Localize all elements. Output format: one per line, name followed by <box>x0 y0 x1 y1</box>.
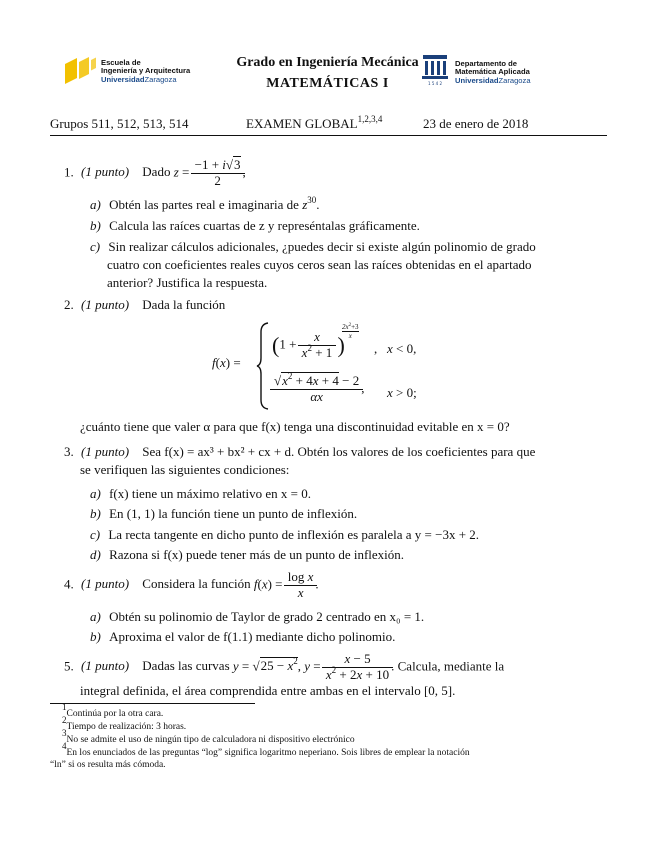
q3-item-a: a) f(x) tiene un máximo relativo en x = 0. <box>90 486 312 501</box>
q1-item-a: a) Obtén las partes real e imaginaria de $z^{30}$. <box>90 195 320 212</box>
course-title: MATEMÁTICAS I <box>266 76 389 91</box>
question-4: 4. (1 punto) Considera la función f(x) = $\frac{\text{log x}}{x}$ . <box>64 569 319 600</box>
question-3: 3. (1 punto) Sea f(x) = ax³ + bx² + cx + d. Obtén los valores de los coeficientes para que se verifiquen las siguientes condiciones: <box>64 444 536 477</box>
q4-item-a: a) Obtén su polinomio de Taylor de grado 2 centrado en x₀ = 1. <box>90 609 425 624</box>
q1-item-b: b) Calcula las raíces cuartas de z y represéntalas gráficamente. <box>90 218 420 233</box>
footnotes <box>50 702 610 771</box>
rational-curve: $\frac{x - 5}{x^2 + 2x + 10}$ <box>324 652 391 683</box>
footnote-1: $^1$Continúa por la otra cara. <box>62 702 164 719</box>
piecewise-function: f(x) = (1 + $\frac{x}{x^2 + 1}$ ) $2x^2+3$ x , x < 0, $\frac{√x^2 + 4x + 4 - 2}{\alpha x}$ , x > 0; <box>212 322 432 412</box>
q2-question: ¿cuánto tiene que valer α para que f(x) tenga una discontinuidad evitable en x = 0? <box>80 419 510 434</box>
footnote-rule <box>50 703 255 704</box>
footnote-3: $^3$No se admite el uso de ningún tipo de calculadora ni dispositivo electrónico <box>62 728 355 745</box>
exam-groups: Grupos 511, 512, 513, 514 <box>50 116 189 131</box>
q3-item-d: d) Razona si f(x) puede tener más de un punto de inflexión. <box>90 547 405 562</box>
degree-title: Grado en Ingeniería Mecánica <box>236 55 419 70</box>
header-divider <box>50 135 607 136</box>
q3-item-c: c) La recta tangente en dicho punto de inflexión es paralela a y = −3x + 2. <box>90 527 480 542</box>
q5-line2: integral definida, el área comprendida entre ambas en el intervalo [0, 5]. <box>80 683 456 698</box>
left-brace <box>256 322 270 410</box>
z-definition: $\frac{-1 + i√3}{2}$ <box>193 158 243 189</box>
question-5: 5. (1 punto) Dadas las curvas $y = √25 - x^2$, y = $\frac{x - 5}{x^2 + 2x + 10}$ . Calcula, mediante la <box>64 651 505 682</box>
question-2: 2. (1 punto) Dada la función <box>64 297 226 312</box>
exam-date: 23 de enero de 2018 <box>423 116 529 131</box>
footnote-4-cont: “ln” si os resulta más cómoda. <box>50 760 166 770</box>
q4-item-b: b) Aproxima el valor de f(1.1) mediante dicho polinomio. <box>90 629 396 644</box>
exam-type: EXAMEN GLOBAL$^{1,2,3,4}$ <box>246 114 383 131</box>
footnote-4: $^4$En los enunciados de las preguntas “log” significa logaritmo neperiano. Sois libres de emplear la notación <box>62 741 470 758</box>
footnote-2: $^2$Tiempo de realización: 3 horas. <box>62 715 187 732</box>
university-seal <box>420 53 450 87</box>
q3-item-b: b) En (1, 1) la función tiene un punto de inflexión. <box>90 506 358 521</box>
department-logo-text: Departamento de Matemática Aplicada UniversidadZaragoza <box>455 59 531 85</box>
university-seal-icon <box>420 53 450 87</box>
log-function: $\frac{\text{log x}}{x}$ <box>286 570 316 601</box>
eina-logo-text: Escuela de Ingeniería y Arquitectura UniversidadZaragoza <box>101 58 191 84</box>
svg-text:1 5 4 2: 1 5 4 2 <box>428 81 442 86</box>
q1-item-c: c) Sin realizar cálculos adicionales, ¿puedes decir si existe algún polinomio de grado cuatro con coeficientes reales cuyos ceros sean las raíces obtenidas en el apartado anterior? Justifica la respuesta. <box>90 239 536 290</box>
question-1: 1. (1 punto) Dado z = $\frac{-1 + i√3}{2}$ , <box>64 157 246 188</box>
